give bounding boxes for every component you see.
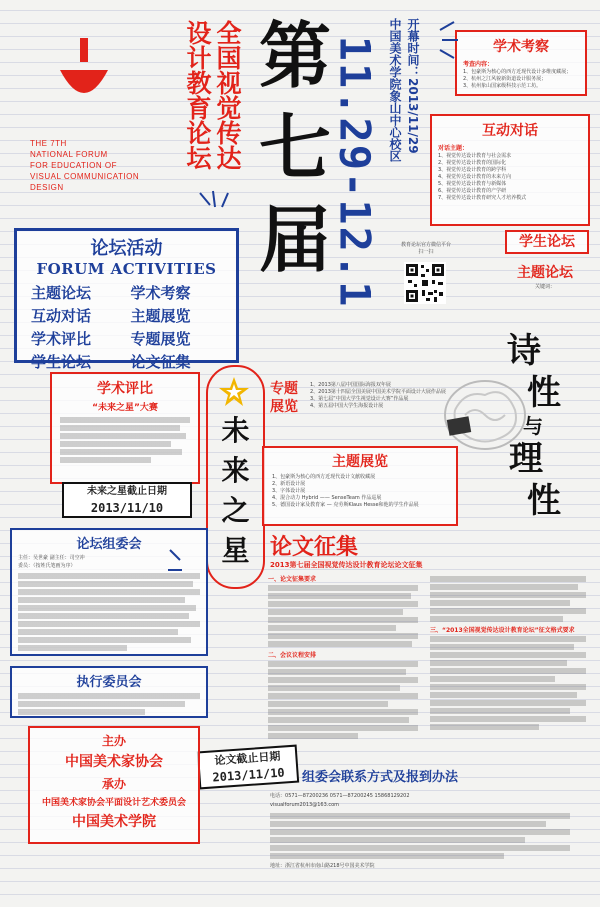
theme-exhibition-item: 4、混合动力 Hybrid —— SenseTeam 作品巡展: [272, 495, 382, 501]
papers-section-heading: 三、“2013全国视觉传达设计教育论坛”征文格式要求: [430, 627, 575, 634]
executive-box: [10, 666, 208, 718]
papers-deadline-date: 2013/11/10: [212, 765, 286, 785]
poetry-char: 与: [523, 414, 543, 438]
theme-forum-box: [500, 262, 590, 312]
special-exhibition-item: 1、2013第八届中国国际海报双年展: [310, 382, 391, 388]
activity-item: 互动对话: [31, 307, 92, 325]
forum-name-col1: 全国视觉传达: [213, 20, 242, 170]
academic-visit-heading: 考查内容：: [463, 61, 494, 68]
big-title: [255, 10, 335, 286]
activity-item: 学生论坛: [31, 353, 92, 371]
theme-exhibition-box: [262, 446, 458, 526]
dialogue-box: [430, 114, 590, 226]
theme-exhibition-item: 3、字体设计展: [272, 488, 306, 494]
theme-forum-keyword: 关键词：: [534, 284, 555, 290]
theme-exhibition-item: 5、德国设计家及教育家 — 克劳斯Klaus Hesse和他的学生作品展: [272, 502, 419, 508]
qr-caption-line: 扫一扫: [418, 249, 434, 255]
host-label: 主办: [101, 734, 126, 748]
activity-item: 学术评比: [31, 330, 92, 348]
dates-text: 11.29-12.1: [330, 35, 380, 309]
logo-text-line: VISUAL COMMUNICATION: [30, 172, 140, 181]
theme-exhibition-item: 2、新语设计展: [272, 481, 306, 487]
dialogue-item: 7、视觉传达设计教育研究人才培养模式: [438, 195, 527, 201]
host-name: 中国美术家协会: [65, 754, 163, 770]
competition-deadline: [62, 482, 192, 518]
forum-name-col2: 设计教育论坛: [183, 20, 212, 170]
committee-box: [10, 528, 208, 656]
papers-section-heading: 一、论文征集要求: [268, 576, 317, 583]
activity-item: 主题论坛: [31, 284, 92, 302]
activity-item: 学术考察: [130, 284, 191, 302]
dialogue-item: 4、视觉传达设计教育的未来方向: [438, 174, 512, 180]
committee-line: 主任：吴世豪 副主任：司空冲: [18, 555, 85, 561]
special-exhibition-title: 展览: [270, 399, 298, 415]
contact-section: [262, 762, 592, 892]
logo-text-line: THE 7TH: [30, 139, 67, 148]
forum-name-vertical: [182, 20, 242, 220]
dialogue-heading: 对话主题：: [438, 145, 469, 152]
academic-visit-item: 2、杭州之江风貌新街道设计服务展；: [463, 76, 547, 82]
special-exhibition-item: 2、2013第十四届全国美展中国美术学院平面设计大展作品展: [310, 389, 446, 395]
big-title-char: 第: [258, 13, 331, 98]
forum-logo: [40, 20, 130, 115]
papers-title: 论文征集: [270, 535, 359, 560]
theme-forum-title: 主题论坛: [517, 265, 573, 281]
contact-email[interactable]: visualforum2013@163.com: [270, 802, 340, 808]
big-title-char: 届: [258, 197, 331, 282]
papers-section-heading: 二、会议议程安排: [268, 652, 317, 659]
qr-code[interactable]: [404, 262, 446, 304]
phone-label: 电话：: [270, 793, 286, 799]
competition-deadline-label: 未来之星截止日期: [87, 486, 167, 497]
student-forum-title: 学生论坛: [519, 234, 575, 250]
logo-text-line: NATIONAL FORUM: [30, 150, 108, 159]
special-exhibition-item: 4、第五届中国大学生海报设计展: [310, 403, 384, 409]
logo-text: [30, 138, 190, 193]
exclamation-logo-icon: [40, 20, 130, 115]
activity-item: 专题展览: [130, 330, 191, 348]
dialogue-item: 6、视觉传达设计教育的产学研: [438, 188, 507, 194]
organizer-name: 中国美术家协会平面设计艺术委员会: [41, 798, 186, 808]
executive-title: 执行委员会: [76, 675, 142, 690]
future-star-char: 来: [221, 454, 250, 487]
opening-time: 开幕时间：2013/11/29: [406, 18, 420, 154]
hosts-box: [28, 726, 200, 844]
papers-deadline-label: 论文截止日期: [214, 749, 281, 768]
competition-deadline-date: 2013/11/10: [90, 501, 164, 515]
activities-box: [14, 228, 239, 371]
logo-text-line: DESIGN: [30, 183, 64, 192]
activity-item: 主题展览: [130, 307, 191, 325]
qr-caption: [396, 242, 456, 256]
poetry-char: 理: [509, 439, 543, 479]
activity-item: 论文征集: [130, 353, 191, 371]
dialogue-item: 5、视觉传达设计教育与新媒体: [438, 181, 507, 187]
special-exhibition: [270, 378, 500, 438]
academic-visit-title: 学术考察: [493, 39, 549, 55]
star-icon: [217, 375, 251, 409]
future-star: [206, 365, 265, 589]
special-exhibition-title: 专题: [270, 381, 298, 397]
dialogue-item: 3、视觉传达设计教育的跨学科: [438, 167, 507, 173]
competition-subtitle: “未来之星”大赛: [92, 403, 158, 413]
organizer-name: 中国美术学院: [72, 814, 156, 830]
poetry-char: 性: [527, 481, 561, 521]
committee-line: 委员：（按姓氏笔画为序）: [18, 563, 76, 569]
papers-subtitle: 2013第七届全国视觉传达设计教育论坛论文征集: [270, 561, 423, 569]
qr-code-icon: [404, 262, 446, 304]
theme-exhibition-item: 1、包豪斯为核心的西方近现代设计文献收藏展: [272, 474, 376, 480]
special-exhibition-item: 3、第七届“中国大学生视觉设计大赛”作品展: [310, 396, 409, 402]
phone-numbers[interactable]: 0571—87200236 0571—87200245 15868129202: [285, 793, 410, 799]
dates-vertical: [332, 22, 378, 322]
academic-visit-item: 1、包豪斯为核心的西方近现代设计多维度藏展；: [463, 69, 572, 75]
future-star-char: 未: [221, 414, 250, 447]
papers-section: [262, 530, 592, 740]
activities-title-cn: 论坛活动: [90, 238, 163, 259]
opening-place: 中国美术学院象山中心校区: [388, 18, 402, 162]
academic-visit-item: 3、杭州象山国家级科技示范工坊。: [463, 83, 542, 89]
student-forum-box: [505, 230, 589, 254]
committee-title: 论坛组委会: [76, 537, 142, 552]
competition-box: [50, 372, 200, 484]
contact-title: 组委会联系方式及报到办法: [302, 770, 459, 785]
future-star-char: 之: [221, 494, 250, 527]
dialogue-item: 1、视觉传达设计教育与社会需求: [438, 153, 512, 159]
theme-exhibition-title: 主题展览: [332, 454, 388, 470]
activities-title-en: FORUM ACTIVITIES: [36, 260, 217, 278]
opening-info: [386, 18, 430, 238]
academic-visit-box: [455, 30, 587, 96]
future-star-char: 星: [221, 534, 250, 567]
big-title-char: 七: [258, 105, 331, 190]
qr-caption-line: 教育论坛官方微信平台: [400, 242, 451, 248]
poetry-char: 性: [527, 373, 561, 413]
dialogue-title: 互动对话: [482, 123, 538, 139]
logo-text-line: FOR EDUCATION OF: [30, 161, 117, 170]
organizer-label: 承办: [101, 777, 126, 791]
contact-address: 地址：浙江省杭州市南山路218号中国美术学院: [270, 863, 375, 869]
competition-title: 学术评比: [97, 381, 153, 397]
dialogue-item: 2、视觉传达设计教育的国际化: [438, 160, 507, 166]
poetry-char: 诗: [507, 331, 541, 371]
